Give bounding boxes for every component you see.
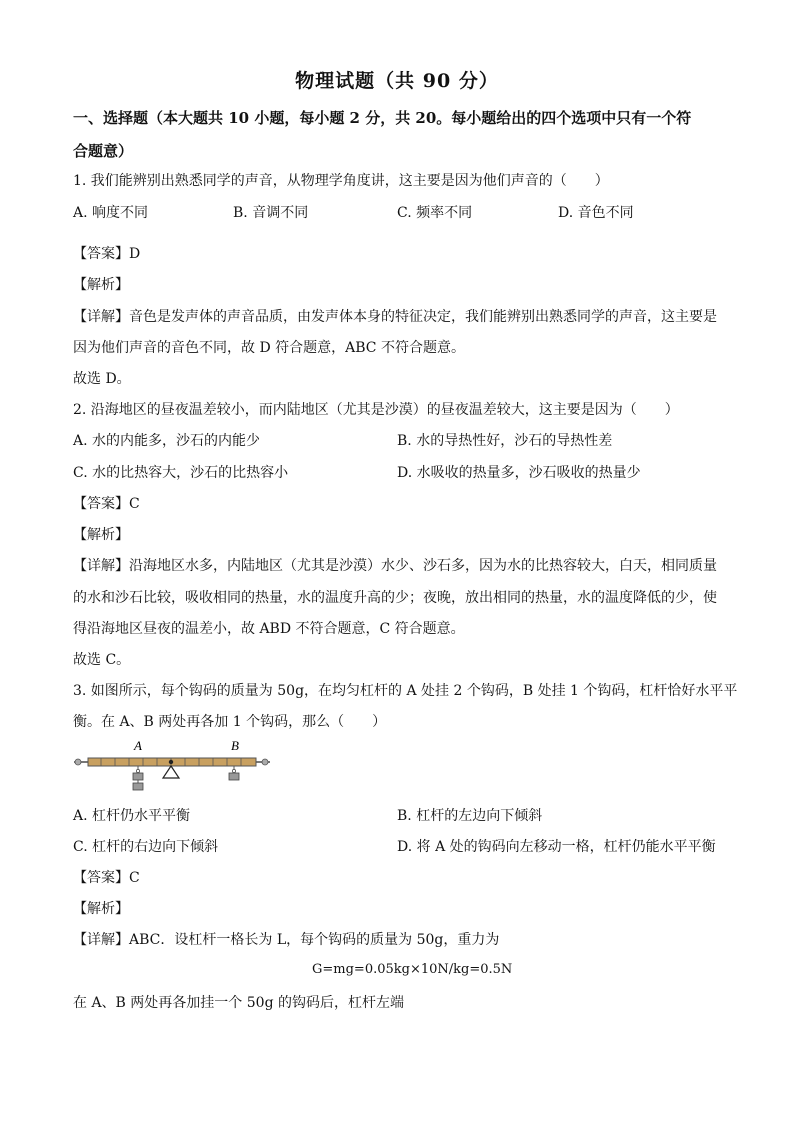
q3-option-d: D. 将 A 处的钩码向左移动一格，杠杆仍能水平平衡 — [397, 839, 716, 855]
lever-right-knob — [262, 759, 268, 765]
q2-option-b: B. 水的导热性好，沙石的导热性差 — [397, 433, 613, 449]
label-b: B — [231, 738, 239, 753]
q3-stem-line2: 衡。在 A、B 两处再各加 1 个钩码，那么（ ） — [73, 714, 387, 730]
lever-pivot-pin — [169, 760, 173, 764]
q1-option-d: D. 音色不同 — [558, 205, 634, 221]
weights-at-b — [229, 766, 239, 780]
q1-stem: 1. 我们能辨别出熟悉同学的声音，从物理学角度讲，这主要是因为他们声音的（ ） — [73, 173, 609, 189]
q2-option-c: C. 水的比热容大，沙石的比热容小 — [73, 465, 289, 481]
q3-answer: 【答案】C — [73, 870, 140, 886]
q2-stem: 2. 沿海地区的昼夜温差较小，而内陆地区（尤其是沙漠）的昼夜温差较大，这主要是因为（ ） — [73, 402, 679, 418]
q2-detail-line2: 的水和沙石比较，吸收相同的热量，水的温度升高的少；夜晚，放出相同的热量，水的温度降低的少，使 — [73, 590, 717, 606]
lever-diagram — [72, 738, 272, 794]
q2-answer: 【答案】C — [73, 496, 140, 512]
q3-option-b: B. 杠杆的左边向下倾斜 — [397, 808, 543, 824]
q2-detail-line3: 得沿海地区昼夜的温差小，故 ABD 不符合题意，C 符合题意。 — [73, 621, 465, 637]
fulcrum-triangle — [163, 766, 179, 778]
q2-detail-line1: 【详解】沿海地区水多，内陆地区（尤其是沙漠）水少、沙石多，因为水的比热容较大，白天，相同质量 — [73, 558, 717, 574]
q1-detail-line2: 因为他们声音的音色不同，故 D 符合题意，ABC 不符合题意。 — [73, 340, 465, 356]
q3-detail-line1: 【详解】ABC．设杠杆一格长为 L，每个钩码的质量为 50g，重力为 — [73, 932, 500, 948]
q3-stem-line1: 3. 如图所示，每个钩码的质量为 50g，在均匀杠杆的 A 处挂 2 个钩码，B 处挂 1 个钩码，杠杆恰好水平平 — [73, 683, 738, 699]
q1-analysis: 【解析】 — [73, 277, 129, 293]
q1-option-c: C. 频率不同 — [397, 205, 473, 221]
q3-formula: G=mg=0.05kg×10N/kg=0.5N — [312, 962, 513, 977]
q3-option-c: C. 杠杆的右边向下倾斜 — [73, 839, 219, 855]
q2-option-d: D. 水吸收的热量多，沙石吸收的热量少 — [397, 465, 641, 481]
q1-option-a: A. 响度不同 — [73, 205, 149, 221]
section-heading-line2: 合题意） — [73, 142, 134, 160]
q2-analysis: 【解析】 — [73, 527, 129, 543]
section-heading-line1: 一、选择题（本大题共 10 小题，每小题 2 分，共 20。每小题给出的四个选项中只有一个符 — [73, 109, 692, 127]
page-title: 物理试题（共 90 分） — [295, 70, 499, 92]
q2-option-a: A. 水的内能多，沙石的内能少 — [73, 433, 261, 449]
lever-left-knob — [75, 759, 81, 765]
q1-option-b: B. 音调不同 — [233, 205, 309, 221]
q2-conclusion: 故选 C。 — [73, 652, 131, 668]
q3-option-a: A. 杠杆仍水平平衡 — [73, 808, 191, 824]
q1-answer: 【答案】D — [73, 246, 141, 262]
q1-conclusion: 故选 D。 — [73, 371, 131, 387]
q3-detail-line2: 在 A、B 两处再各加挂一个 50g 的钩码后，杠杆左端 — [73, 995, 404, 1011]
label-a: A — [134, 738, 142, 753]
q1-detail-line1: 【详解】音色是发声体的声音品质，由发声体本身的特征决定，我们能辨别出熟悉同学的声音，这主要是 — [73, 309, 717, 325]
q3-analysis: 【解析】 — [73, 901, 129, 917]
weights-at-a — [133, 766, 143, 790]
